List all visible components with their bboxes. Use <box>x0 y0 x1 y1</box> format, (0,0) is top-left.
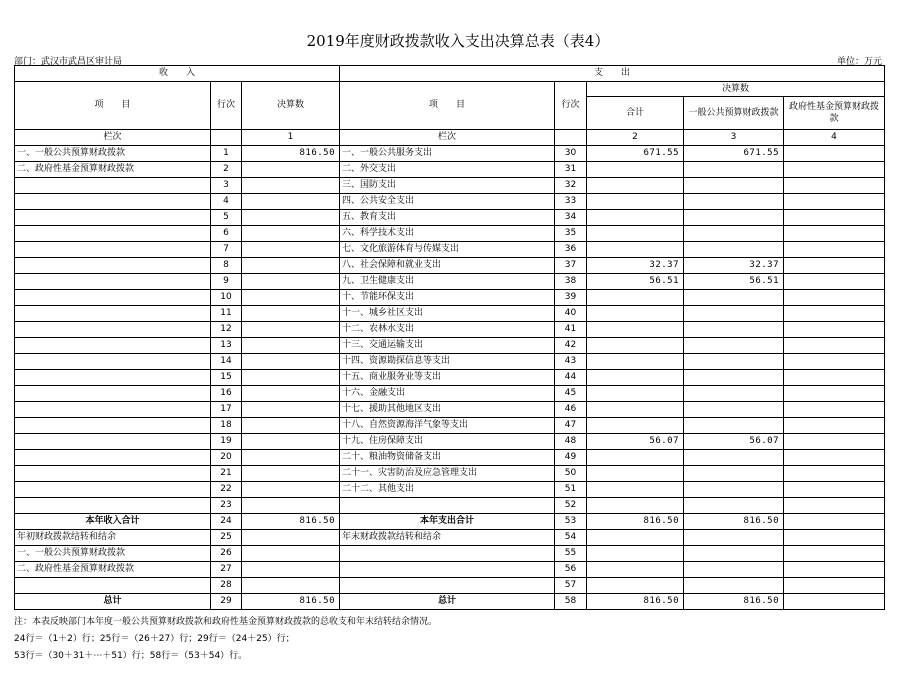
income-amount-cell <box>242 258 340 274</box>
total-amount-cell <box>587 482 684 498</box>
expense-line-cell: 33 <box>555 194 587 210</box>
total-amount-cell <box>587 338 684 354</box>
expense-line-cell: 56 <box>555 562 587 578</box>
income-amount-cell <box>242 242 340 258</box>
total-amount-cell <box>587 162 684 178</box>
expense-item-cell: 年末财政拨款结转和结余 <box>340 530 555 546</box>
general-budget-cell <box>684 498 784 514</box>
income-amount-cell <box>242 306 340 322</box>
col-index-4: 4 <box>784 130 885 146</box>
gov-fund-header: 政府性基金预算财政拨款 <box>784 97 885 130</box>
total-amount-cell <box>587 450 684 466</box>
income-line-cell: 25 <box>211 530 242 546</box>
header-row-2 <box>15 82 885 97</box>
income-amount-cell <box>242 194 340 210</box>
income-item-cell <box>15 482 211 498</box>
gov-fund-cell <box>784 322 885 338</box>
expense-line-cell: 32 <box>555 178 587 194</box>
general-budget-header: 一般公共预算财政拨款 <box>684 97 784 130</box>
income-item-cell <box>15 210 211 226</box>
col-index-3: 3 <box>684 130 784 146</box>
table-row <box>15 386 885 402</box>
table-row <box>15 418 885 434</box>
gov-fund-cell <box>784 386 885 402</box>
general-budget-cell <box>684 354 784 370</box>
gov-fund-cell <box>784 578 885 594</box>
gov-fund-cell <box>784 562 885 578</box>
income-item-cell <box>15 178 211 194</box>
income-item-cell <box>15 418 211 434</box>
total-amount-cell: 32.37 <box>587 258 684 274</box>
income-item-cell <box>15 274 211 290</box>
gov-fund-cell <box>784 546 885 562</box>
total-amount-cell <box>587 354 684 370</box>
gov-fund-cell <box>784 530 885 546</box>
income-item-cell <box>15 258 211 274</box>
expense-line-cell: 51 <box>555 482 587 498</box>
income-item-cell <box>15 226 211 242</box>
table-row <box>15 450 885 466</box>
general-budget-cell <box>684 290 784 306</box>
general-budget-cell <box>684 466 784 482</box>
gov-fund-cell <box>784 210 885 226</box>
gov-fund-cell <box>784 514 885 530</box>
table-row <box>15 178 885 194</box>
income-line-cell: 8 <box>211 258 242 274</box>
income-line-cell: 14 <box>211 354 242 370</box>
expense-line-cell: 41 <box>555 322 587 338</box>
total-amount-cell <box>587 466 684 482</box>
income-item-cell: 年初财政拨款结转和结余 <box>15 530 211 546</box>
income-amount-cell <box>242 290 340 306</box>
income-amount-cell <box>242 578 340 594</box>
table-row <box>15 498 885 514</box>
income-item-cell <box>15 450 211 466</box>
table-row <box>15 530 885 546</box>
department-label: 部门：武汉市武昌区审计局 <box>14 57 123 67</box>
unit-label: 单位：万元 <box>836 57 882 67</box>
table-row <box>15 546 885 562</box>
income-line-cell: 3 <box>211 178 242 194</box>
expense-header: 支 出 <box>340 66 885 82</box>
expense-item-cell: 五、教育支出 <box>340 210 555 226</box>
income-amount-cell <box>242 322 340 338</box>
table-row <box>15 354 885 370</box>
expense-line-cell: 31 <box>555 162 587 178</box>
gov-fund-cell <box>784 162 885 178</box>
general-budget-cell <box>684 450 784 466</box>
expense-line-cell: 53 <box>555 514 587 530</box>
expense-item-cell <box>340 546 555 562</box>
gov-fund-cell <box>784 498 885 514</box>
income-line-cell: 18 <box>211 418 242 434</box>
expense-item-cell: 十八、自然资源海洋气象等支出 <box>340 418 555 434</box>
income-item-cell <box>15 306 211 322</box>
expense-item-cell: 十三、交通运输支出 <box>340 338 555 354</box>
income-line-cell: 21 <box>211 466 242 482</box>
income-line-cell: 9 <box>211 274 242 290</box>
gov-fund-cell <box>784 450 885 466</box>
income-line-cell: 10 <box>211 290 242 306</box>
table-row <box>15 274 885 290</box>
income-line-cell: 22 <box>211 482 242 498</box>
total-amount-cell <box>587 178 684 194</box>
income-line-cell: 7 <box>211 242 242 258</box>
gov-fund-cell <box>784 242 885 258</box>
income-item-cell: 二、政府性基金预算财政拨款 <box>15 162 211 178</box>
expense-item-cell: 六、科学技术支出 <box>340 226 555 242</box>
expense-line-cell: 45 <box>555 386 587 402</box>
income-line-cell: 5 <box>211 210 242 226</box>
income-amount-cell <box>242 178 340 194</box>
total-amount-cell <box>587 562 684 578</box>
general-budget-cell <box>684 418 784 434</box>
income-line-cell: 13 <box>211 338 242 354</box>
total-amount-cell: 816.50 <box>587 514 684 530</box>
expense-line-cell: 38 <box>555 274 587 290</box>
expense-line-header: 行次 <box>555 82 587 130</box>
income-item-cell: 本年收入合计 <box>15 514 211 530</box>
total-amount-cell <box>587 578 684 594</box>
expense-line-cell: 37 <box>555 258 587 274</box>
income-item-cell <box>15 338 211 354</box>
income-amount-cell <box>242 546 340 562</box>
expense-line-cell: 30 <box>555 146 587 162</box>
income-line-cell: 27 <box>211 562 242 578</box>
expense-item-cell: 四、公共安全支出 <box>340 194 555 210</box>
general-budget-cell <box>684 178 784 194</box>
expense-item-cell: 二十一、灾害防治及应急管理支出 <box>340 466 555 482</box>
header-row-1 <box>15 66 885 82</box>
expense-item-cell: 十九、住房保障支出 <box>340 434 555 450</box>
gov-fund-cell <box>784 370 885 386</box>
expense-item-cell <box>340 578 555 594</box>
income-amount-cell <box>242 402 340 418</box>
general-budget-cell: 816.50 <box>684 594 784 610</box>
general-budget-cell: 671.55 <box>684 146 784 162</box>
income-amount-header: 决算数 <box>242 82 340 130</box>
expense-item-cell: 十一、城乡社区支出 <box>340 306 555 322</box>
income-line-cell: 4 <box>211 194 242 210</box>
income-item-header: 项 目 <box>15 82 211 130</box>
table-row <box>15 338 885 354</box>
expense-item-cell: 二十、粮油物资储备支出 <box>340 450 555 466</box>
income-item-cell: 二、政府性基金预算财政拨款 <box>15 562 211 578</box>
income-amount-cell <box>242 466 340 482</box>
income-item-cell <box>15 578 211 594</box>
gov-fund-cell <box>784 306 885 322</box>
total-amount-cell <box>587 370 684 386</box>
income-line-cell: 11 <box>211 306 242 322</box>
income-line-cell: 6 <box>211 226 242 242</box>
col-index-2: 2 <box>587 130 684 146</box>
expense-line-cell: 46 <box>555 402 587 418</box>
general-budget-cell <box>684 370 784 386</box>
income-amount-cell <box>242 386 340 402</box>
income-line-header: 行次 <box>211 82 242 130</box>
table-row <box>15 194 885 210</box>
income-line-cell: 2 <box>211 162 242 178</box>
table-row <box>15 162 885 178</box>
total-amount-cell: 816.50 <box>587 594 684 610</box>
expense-item-header: 项 目 <box>340 82 555 130</box>
income-amount-cell <box>242 498 340 514</box>
expense-item-cell: 八、社会保障和就业支出 <box>340 258 555 274</box>
expense-item-cell: 一、一般公共服务支出 <box>340 146 555 162</box>
total-amount-cell: 56.51 <box>587 274 684 290</box>
gov-fund-cell <box>784 194 885 210</box>
general-budget-cell <box>684 210 784 226</box>
total-amount-cell <box>587 290 684 306</box>
general-budget-cell <box>684 562 784 578</box>
income-amount-cell <box>242 162 340 178</box>
income-amount-cell <box>242 450 340 466</box>
general-budget-cell <box>684 402 784 418</box>
gov-fund-cell <box>784 466 885 482</box>
expense-item-cell: 总计 <box>340 594 555 610</box>
gov-fund-cell <box>784 338 885 354</box>
income-item-cell <box>15 402 211 418</box>
column-index-row <box>15 130 885 146</box>
total-amount-cell <box>587 546 684 562</box>
expense-line-cell: 43 <box>555 354 587 370</box>
income-header: 收 入 <box>15 66 340 82</box>
income-amount-cell <box>242 338 340 354</box>
gov-fund-cell <box>784 146 885 162</box>
gov-fund-cell <box>784 402 885 418</box>
expense-line-cell: 49 <box>555 450 587 466</box>
table-row <box>15 594 885 610</box>
gov-fund-cell <box>784 226 885 242</box>
expense-line-cell: 36 <box>555 242 587 258</box>
expense-item-cell: 十、节能环保支出 <box>340 290 555 306</box>
general-budget-cell: 32.37 <box>684 258 784 274</box>
income-amount-cell <box>242 530 340 546</box>
table-row <box>15 370 885 386</box>
income-amount-cell: 816.50 <box>242 594 340 610</box>
income-line-cell: 16 <box>211 386 242 402</box>
general-budget-cell <box>684 578 784 594</box>
total-amount-cell <box>587 194 684 210</box>
expense-line-cell: 35 <box>555 226 587 242</box>
income-item-cell: 总计 <box>15 594 211 610</box>
income-amount-cell <box>242 434 340 450</box>
col-label: 栏次 <box>340 130 555 146</box>
total-header: 合计 <box>587 97 684 130</box>
table-row <box>15 290 885 306</box>
expense-line-cell: 48 <box>555 434 587 450</box>
income-item-cell <box>15 370 211 386</box>
income-item-cell <box>15 354 211 370</box>
gov-fund-cell <box>784 482 885 498</box>
total-amount-cell <box>587 386 684 402</box>
expense-line-cell: 54 <box>555 530 587 546</box>
gov-fund-cell <box>784 434 885 450</box>
general-budget-cell <box>684 162 784 178</box>
expense-item-cell: 十七、援助其他地区支出 <box>340 402 555 418</box>
income-amount-cell: 816.50 <box>242 514 340 530</box>
expense-item-cell: 十六、金融支出 <box>340 386 555 402</box>
income-amount-cell <box>242 418 340 434</box>
budget-table <box>14 65 885 610</box>
expense-item-cell <box>340 562 555 578</box>
income-item-cell <box>15 290 211 306</box>
expense-item-cell: 十五、商业服务业等支出 <box>340 370 555 386</box>
income-item-cell <box>15 386 211 402</box>
income-amount-cell <box>242 482 340 498</box>
total-amount-cell <box>587 242 684 258</box>
income-amount-cell <box>242 562 340 578</box>
expense-line-cell: 58 <box>555 594 587 610</box>
table-row <box>15 466 885 482</box>
expense-line-cell: 50 <box>555 466 587 482</box>
income-item-cell <box>15 194 211 210</box>
income-item-cell <box>15 466 211 482</box>
table-row <box>15 482 885 498</box>
expense-line-cell: 44 <box>555 370 587 386</box>
expense-line-cell: 42 <box>555 338 587 354</box>
income-item-cell <box>15 498 211 514</box>
general-budget-cell <box>684 386 784 402</box>
table-row <box>15 146 885 162</box>
total-amount-cell <box>587 498 684 514</box>
col-label: 栏次 <box>15 130 211 146</box>
general-budget-cell <box>684 242 784 258</box>
total-amount-cell: 56.07 <box>587 434 684 450</box>
table-row <box>15 402 885 418</box>
expense-line-cell: 34 <box>555 210 587 226</box>
expense-item-cell: 十四、资源勘探信息等支出 <box>340 354 555 370</box>
table-row <box>15 306 885 322</box>
income-line-cell: 23 <box>211 498 242 514</box>
expense-line-cell: 57 <box>555 578 587 594</box>
table-row <box>15 578 885 594</box>
empty-cell <box>555 130 587 146</box>
note-line: 注：本表反映部门本年度一般公共预算财政拨款和政府性基金预算财政拨款的总收支和年末结转结余情况。 <box>14 617 438 627</box>
income-line-cell: 26 <box>211 546 242 562</box>
expense-item-cell: 七、文化旅游体育与传媒支出 <box>340 242 555 258</box>
expense-line-cell: 39 <box>555 290 587 306</box>
income-amount-cell <box>242 210 340 226</box>
gov-fund-cell <box>784 418 885 434</box>
income-line-cell: 29 <box>211 594 242 610</box>
col-index-1: 1 <box>242 130 340 146</box>
gov-fund-cell <box>784 274 885 290</box>
expense-line-cell: 40 <box>555 306 587 322</box>
total-amount-cell <box>587 306 684 322</box>
gov-fund-cell <box>784 594 885 610</box>
income-amount-cell <box>242 370 340 386</box>
note-line: 24行＝（1＋2）行；25行＝（26＋27）行；29行＝（24＋25）行； <box>14 634 295 644</box>
total-amount-cell <box>587 226 684 242</box>
total-amount-cell <box>587 418 684 434</box>
total-amount-cell <box>587 402 684 418</box>
final-amount-group-header: 决算数 <box>587 82 885 97</box>
table-row <box>15 322 885 338</box>
page-title: 2019年度财政拨款收入支出决算总表（表4） <box>306 32 610 50</box>
expense-item-cell: 二、外交支出 <box>340 162 555 178</box>
income-amount-cell <box>242 274 340 290</box>
income-item-cell <box>15 322 211 338</box>
expense-item-cell: 本年支出合计 <box>340 514 555 530</box>
general-budget-cell <box>684 306 784 322</box>
general-budget-cell <box>684 322 784 338</box>
income-item-cell: 一、一般公共预算财政拨款 <box>15 546 211 562</box>
income-line-cell: 28 <box>211 578 242 594</box>
general-budget-cell: 56.07 <box>684 434 784 450</box>
expense-line-cell: 55 <box>555 546 587 562</box>
income-item-cell: 一、一般公共预算财政拨款 <box>15 146 211 162</box>
income-line-cell: 15 <box>211 370 242 386</box>
income-line-cell: 17 <box>211 402 242 418</box>
general-budget-cell <box>684 530 784 546</box>
total-amount-cell <box>587 210 684 226</box>
income-amount-cell <box>242 354 340 370</box>
general-budget-cell: 816.50 <box>684 514 784 530</box>
income-line-cell: 24 <box>211 514 242 530</box>
general-budget-cell <box>684 546 784 562</box>
income-item-cell <box>15 434 211 450</box>
income-amount-cell <box>242 226 340 242</box>
table-row <box>15 562 885 578</box>
total-amount-cell <box>587 322 684 338</box>
general-budget-cell <box>684 226 784 242</box>
table-row <box>15 434 885 450</box>
notes <box>14 614 437 665</box>
table-row <box>15 210 885 226</box>
expense-item-cell: 九、卫生健康支出 <box>340 274 555 290</box>
table-row <box>15 514 885 530</box>
expense-item-cell: 十二、农林水支出 <box>340 322 555 338</box>
general-budget-cell: 56.51 <box>684 274 784 290</box>
expense-item-cell: 三、国防支出 <box>340 178 555 194</box>
gov-fund-cell <box>784 290 885 306</box>
table-row <box>15 226 885 242</box>
empty-cell <box>211 130 242 146</box>
gov-fund-cell <box>784 354 885 370</box>
income-item-cell <box>15 242 211 258</box>
table-row <box>15 258 885 274</box>
expense-item-cell <box>340 498 555 514</box>
income-line-cell: 1 <box>211 146 242 162</box>
table-row <box>15 242 885 258</box>
income-amount-cell: 816.50 <box>242 146 340 162</box>
expense-item-cell: 二十二、其他支出 <box>340 482 555 498</box>
note-line: 53行＝（30＋31＋⋯＋51）行；58行＝（53＋54）行。 <box>14 651 248 661</box>
gov-fund-cell <box>784 258 885 274</box>
expense-line-cell: 52 <box>555 498 587 514</box>
general-budget-cell <box>684 482 784 498</box>
total-amount-cell <box>587 530 684 546</box>
gov-fund-cell <box>784 178 885 194</box>
expense-line-cell: 47 <box>555 418 587 434</box>
general-budget-cell <box>684 338 784 354</box>
income-line-cell: 12 <box>211 322 242 338</box>
total-amount-cell: 671.55 <box>587 146 684 162</box>
income-line-cell: 20 <box>211 450 242 466</box>
general-budget-cell <box>684 194 784 210</box>
income-line-cell: 19 <box>211 434 242 450</box>
